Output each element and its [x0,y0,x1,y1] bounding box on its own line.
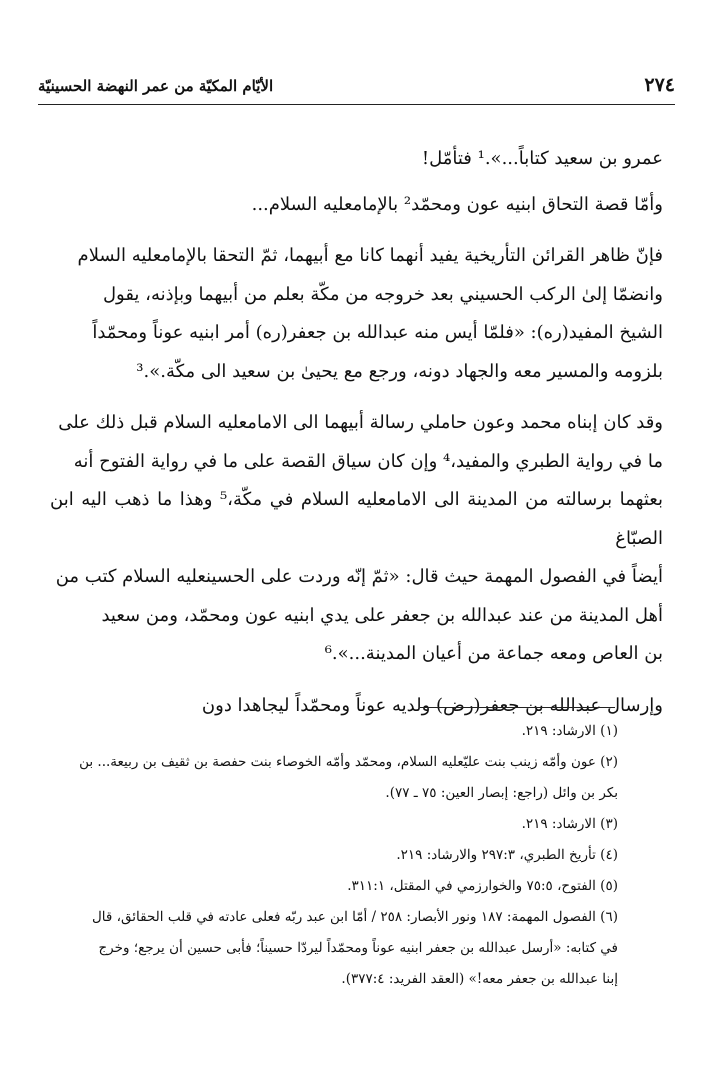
footnote-line: (٣) الارشاد: ٢١٩. [521,816,618,832]
text-line: وقد كان إبناه محمد وعون حاملي رسالة أبيهما الى الامامعليه السلام قبل ذلك على [58,412,663,433]
footnote-line: إبنا عبدالله بن جعفر معه!» (العقد الفريد: ٣٧٧:٤). [341,971,618,987]
text-line: الشيخ المفيد(ره): «فلمّا أيس منه عبدالله بن جعفر(ره) أمر ابنيه عوناً ومحمّداً [92,322,663,343]
text-line: بلزومه والمسير معه والجهاد دونه، ورجع مع يحيىٰ بن سعيد الى مكّة.».³ [136,360,663,382]
text-line: ما في رواية الطبري والمفيد،⁴ وإن كان سياق القصة على ما في رواية الفتوح أنه [73,450,663,472]
footnote-line: (١) الارشاد: ٢١٩. [521,723,618,739]
text-line: عمرو بن سعيد كتاباً...».¹ فتأمّل! [421,148,663,169]
footnote-separator [420,707,615,708]
text-line: أهل المدينة من عند عبدالله بن جعفر على يدي ابنيه عون ومحمّد، ومن سعيد [101,604,663,626]
text-line: بعثهما برسالته من المدينة الى الامامعليه السلام في مكّة،⁵ وهذا ما ذهب اليه ابن الصبّاغ [50,489,663,549]
footnote-line: (٤) تأريخ الطبري، ٢٩٧:٣ والارشاد: ٢١٩. [396,847,618,863]
footnote-line: بكر بن وائل (راجع: إبصار العين: ٧٥ ـ ٧٧). [385,785,618,801]
page-header [38,74,675,96]
footnote-line: (٢) عون وأمّه زينب بنت عليّعليه السلام، ومحمّد وأمّه الخوصاء بنت حفصة بن ثقيف بن ربيعة... بن [79,754,618,770]
footnote-line: (٦) الفصول المهمة: ١٨٧ ونور الأبصار: ٢٥٨ / أمّا ابن عبد ربّه فعلى عادته في قلب الحقائق، قال [91,909,618,925]
text-line: أيضاً في الفصول المهمة حيث قال: «ثمّ إنّه وردت على الحسينعليه السلام كتب من [55,566,663,587]
text-line: وانضمّا إلىٰ الركب الحسيني بعد خروجه من مكّة بعلم من أبيهما وبإذنه، يقول [102,283,663,305]
text-line: وإرسال عبدالله بن جعفر(رض) ولديه عوناً ومحمّداً ليجاهدا دون [201,694,663,716]
header-rule [38,104,675,105]
text-line: بن العاص ومعه جماعة من أعيان المدينة...».⁶ [324,643,663,664]
main-text [50,140,663,725]
text-line: وأمّا قصة التحاق ابنيه عون ومحمّد² بالإمامعليه السلام... [251,193,663,215]
running-title: الأيّام المكيّة من عمر النهضة الحسينيّة [38,77,274,95]
footnotes [58,716,618,995]
footnote-line: في كتابه: «أرسل عبدالله بن جعفر ابنيه عوناً ومحمّداً ليردّا حسيناً؛ فأبى حسين أن يرجع؛ وخرج [98,940,618,956]
page-number: ٢٧٤ [644,74,675,96]
text-line: فإنّ ظاهر القرائن التأريخية يفيد أنهما كانا مع أبيهما، ثمّ التحقا بالإمامعليه السلام [77,245,663,266]
footnote-line: (٥) الفتوح، ٧٥:٥ والخوارزمي في المقتل، ٣١١:١. [347,878,618,894]
